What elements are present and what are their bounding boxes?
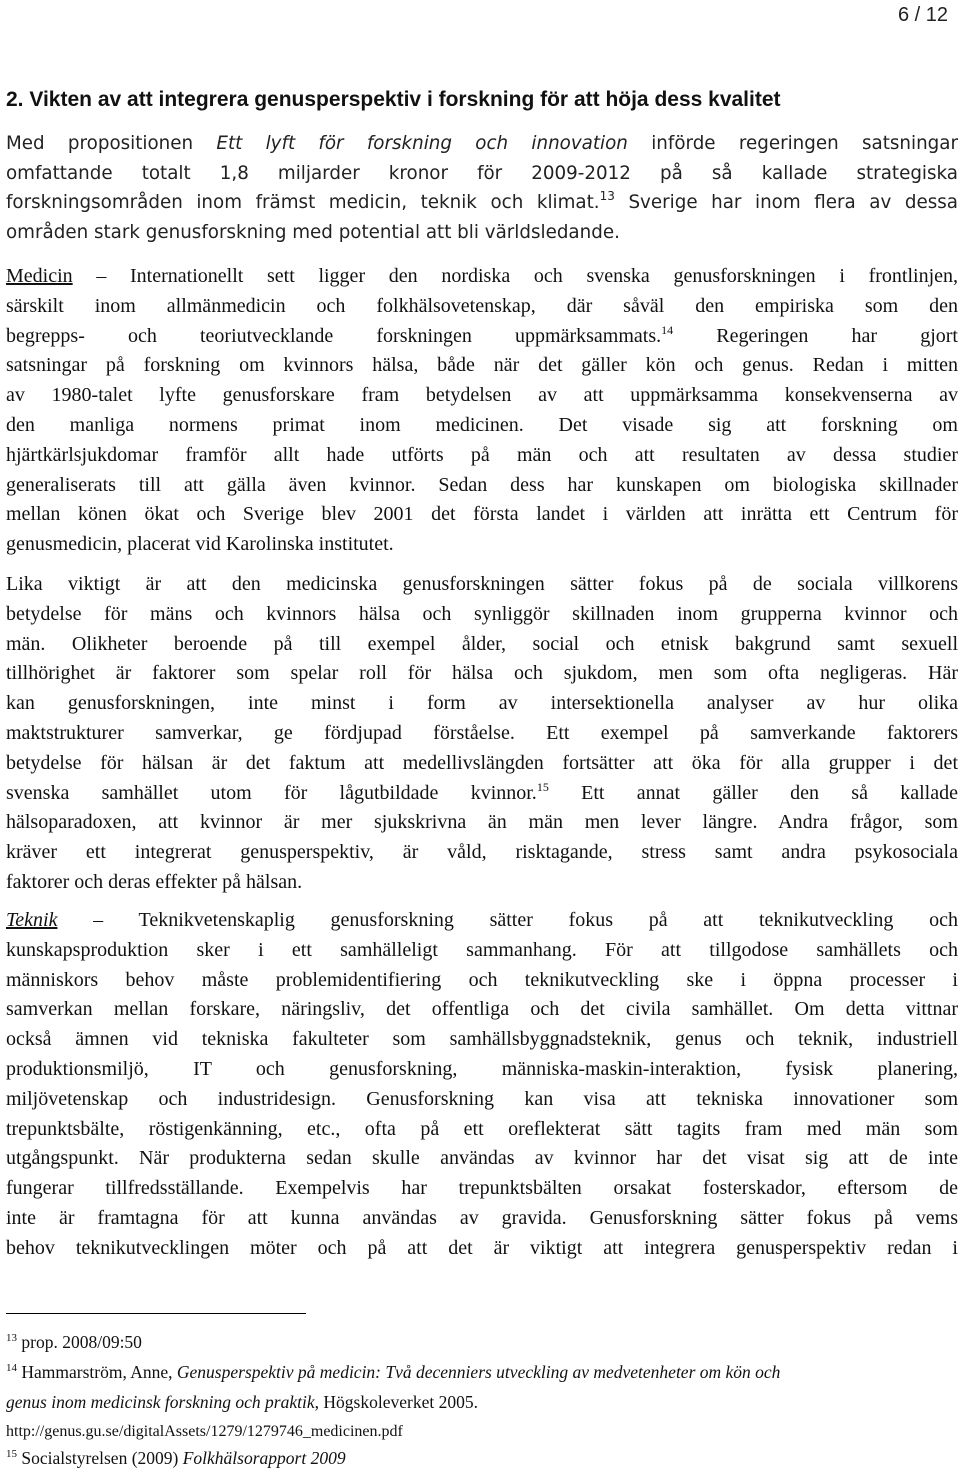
teknik-line-7: miljövetenskap och industridesign. Genusforskning kan visa att tekniska innovationer som [6, 1087, 958, 1110]
teknik-label: Teknik [6, 909, 58, 931]
lika-paragraph [6, 570, 958, 898]
teknik-line-6: produktionsmiljö, IT och genusforskning, människa-maskin-interaktion, fysisk planering, [6, 1057, 958, 1080]
teknik-paragraph [6, 906, 958, 1264]
teknik-line-1: Teknik – Teknikvetenskaplig genusforskning sätter fokus på att teknikutveckling och [6, 909, 958, 931]
lika-line-1: Lika viktigt är att den medicinska genusforskningen sätter fokus på de sociala villkorens [6, 573, 958, 595]
medicin-line-4: satsningar på forskning om kvinnors hälsa, både när det gäller kön och genus. Redan i mitten [6, 354, 958, 377]
medicin-line-5: av 1980-talet lyfte genusforskare fram betydelsen av att uppmärksamma konsekvenserna av [6, 384, 958, 407]
lika-line-11: faktorer och deras effekter på hälsan. [6, 870, 303, 893]
lika-line-2: betydelse för mäns och kvinnors hälsa och synliggör skillnaden inom grupperna kvinnor och [6, 602, 958, 625]
medicin-line-1: Medicin – Internationellt sett ligger den nordiska och svenska genusforskningen i frontlinjen, [6, 265, 958, 287]
footnote-ref-14[interactable]: 14 [661, 322, 674, 337]
lika-line-5: kan genusforskningen, inte minst i form av intersektionella analyser av hur olika [6, 692, 958, 715]
intro-line-4: områden stark genusforskning med potential att bli världsledande. [6, 221, 620, 243]
medicin-line-7: hjärtkärlsjukdomar framför allt hade utförts på män och att resultaten av dessa studier [6, 443, 958, 466]
lika-line-10: kräver ett integrerat genusperspektiv, är våld, risktagande, stress samt andra psykosociala [6, 841, 958, 864]
teknik-line-12: behov teknikutvecklingen möter och på att det är viktigt att integrera genusperspektiv redan i [6, 1236, 958, 1259]
lika-line-7: betydelse för hälsan är det faktum att medellivslängden fortsätter att öka för alla grupper i det [6, 751, 958, 774]
teknik-line-5: också ämnen vid tekniska fakulteter som samhällsbyggnadsteknik, genus och teknik, industriell [6, 1028, 958, 1051]
medicin-line-8: generaliserats till att gälla även kvinnor. Sedan dess har kunskapen om biologiska skillnader [6, 473, 958, 496]
lika-line-8: svenska samhället utom för lågutbildade kvinnor.$^{15}$ Ett annat gäller den så kallade [6, 779, 958, 804]
footnote-divider [6, 1313, 306, 1314]
teknik-line-8: trepunktsbälte, röstigenkänning, etc., ofta på ett oreflekterat sätt tagits fram med män som [6, 1117, 958, 1140]
medicin-paragraph [6, 262, 958, 560]
medicin-line-9: mellan könen ökat och Sverige blev 2001 det första landet i världen att inrätta ett Centrum för [6, 503, 958, 526]
footnote-13: $^{13}$ prop. 2008/09:50 [6, 1332, 142, 1352]
medicin-label: Medicin [6, 265, 73, 287]
footnote-ref-13[interactable]: 13 [599, 189, 615, 203]
page-number: 6 / 12 [897, 4, 948, 26]
teknik-line-10: fungerar tillfredsställande. Exempelvis har trepunktsbälten orsakat fosterskador, eftersom de [6, 1177, 958, 1200]
footnote-15: $^{15}$ Socialstyrelsen (2009) Folkhälsorapport 2009 [6, 1448, 346, 1468]
intro-line-3: forskningsområden inom främst medicin, teknik och klimat.$^{13}$ Sverige har inom flera av dessa [6, 189, 958, 213]
intro-line-1: Med propositionen Ett lyft för forskning och innovation införde regeringen satsningar [6, 133, 959, 154]
intro-paragraph [6, 129, 958, 247]
teknik-line-4: samverkan mellan forskare, näringsliv, det offentliga och det civila samhället. Om detta vittnar [6, 998, 958, 1021]
lika-line-9: hälsoparadoxen, att kvinnor är mer sjukskrivna än män men lever längre. Andra frågor, som [6, 811, 958, 834]
medicin-line-10: genusmedicin, placerat vid Karolinska institutet. [6, 533, 394, 556]
medicin-line-6: den manliga normens primat inom medicinen. Det visade sig att forskning om [6, 413, 958, 436]
lika-line-4: tillhörighet är faktorer som spelar roll för hälsa och sjukdom, men som ofta negligeras. Här [6, 662, 958, 685]
teknik-line-2: kunskapsproduktion sker i ett samhälleligt sammanhang. För att tillgodose samhällets och [6, 938, 958, 961]
lika-line-3: män. Olikheter beroende på till exempel ålder, social och etnisk bakgrund samt sexuell [6, 632, 958, 655]
footnote-14-cont: genus inom medicinsk forskning och praktik, Högskoleverket 2005. [6, 1392, 478, 1412]
medicin-line-2: särskilt inom allmänmedicin och folkhälsovetenskap, där såväl den empiriska som den [6, 294, 958, 317]
medicin-line-3: begrepps- och teoriutvecklande forskningen uppmärksammats.$^{14}$ Regeringen har gjort [6, 322, 958, 347]
lika-line-6: maktstrukturer samverkar, ge fördjupad förståelse. Ett exempel på samverkande faktorers [6, 721, 958, 744]
teknik-line-3: människors behov måste problemidentifiering och teknikutveckling ske i öppna processer i [6, 968, 958, 991]
teknik-line-9: utgångspunkt. När produkterna sedan skulle användas av kvinnor har det visat sig att de inte [6, 1147, 958, 1170]
teknik-line-11: inte är framtagna för att kunna användas av gravida. Genusforskning sätter fokus på vems [6, 1206, 958, 1229]
footnote-14: $^{14}$ Hammarström, Anne, Genusperspektiv på medicin: Två decenniers utveckling av medvetenheter om kön och [6, 1362, 781, 1382]
section-heading: 2. Vikten av att integrera genusperspektiv i forskning för att höja dess kvalitet [6, 88, 781, 111]
footnote-14-url[interactable]: http://genus.gu.se/digitalAssets/1279/1279746_medicinen.pdf [6, 1423, 403, 1440]
intro-line-2: omfattande totalt 1,8 miljarder kronor för 2009-2012 på så kallade strategiska [6, 162, 958, 184]
footnote-ref-15[interactable]: 15 [536, 779, 549, 794]
